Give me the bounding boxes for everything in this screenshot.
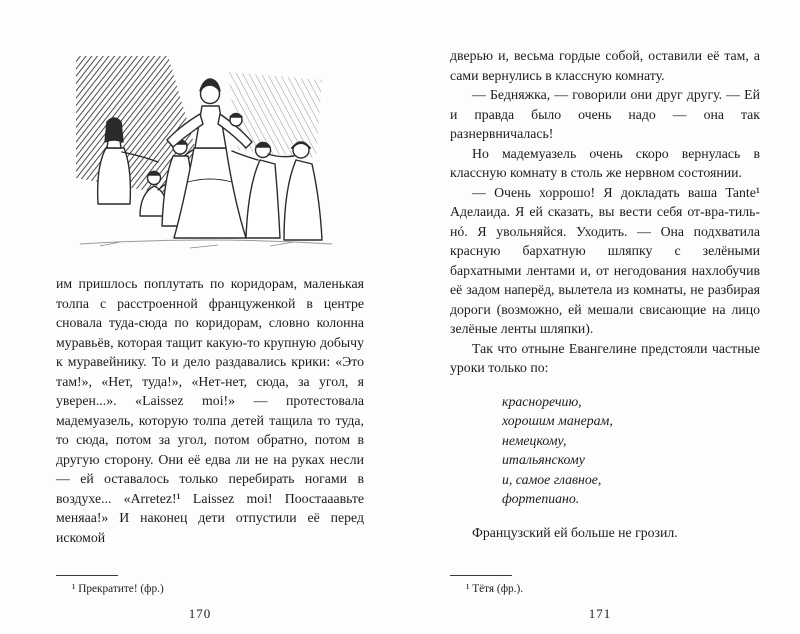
- subjects-list: [502, 392, 760, 509]
- subject-item: красноречию,: [502, 393, 582, 409]
- paragraph: Французский ей больше не грозил.: [472, 524, 678, 540]
- book-illustration: [70, 54, 342, 254]
- subject-item: итальянскому: [502, 452, 585, 467]
- footnote-rule: [56, 575, 118, 576]
- footnote: ¹ Прекратите! (фр.): [72, 583, 164, 595]
- footnote: ¹ Тётя (фр.).: [466, 583, 524, 595]
- subject-item: немецкому,: [502, 432, 567, 448]
- subject-item: и, самое главное,: [502, 471, 602, 487]
- page-number: 171: [588, 606, 612, 621]
- child-figure-peeking: [230, 114, 242, 127]
- paragraph: — Очень хоррошо! Я докладать ваша Tante¹ Аделаида. Я ей сказать, вы вести себя от-вра-тиль-нó. Я увольняйся. Уходить. — Она подхватила красную бархатную шляпку с зелёными бархатными лентами и, от негодования нахлобучив её задом наперёд, вылетела из комнаты, не разбирая дороги (возможно, ей мешали свисающие на лицо зелёные ленты шляпки).: [450, 184, 760, 336]
- footnote-rule: [450, 575, 512, 576]
- paragraph: — Бедняжка, — говорили они друг другу. — Ей и правда было очень надо — она так разнервничалась!: [450, 87, 760, 141]
- subject-item: фортепиано.: [502, 491, 580, 506]
- paragraph: им пришлось поплутать по коридорам, маленькая толпа с расстроенной француженкой в центре сновала туда-сюда по коридорам, словно колонна муравьёв, которая тащит какую-то крупную добычу к муравейнику. То и дело раздавались крики: «Это там!», «Нет, туда!», «Нет-нет, сюда, за угол, я уверен...». «Laissez moi!» — протестовала мадемуазель, которую толпа детей тащила то туда, то сюда, потом за угол, потом обратно, потом в другую сторону. Они её едва ли не на руках несли — ей оставалось только перебирать ногами в воздухе... «Arretez!¹ Laissez moi! Поостааавьте меняаа!» И наконец дети отпустили её перед искомой: [56, 276, 364, 545]
- page-number: 170: [188, 606, 212, 621]
- left-page-text: [56, 274, 364, 547]
- right-footnote-block: [450, 575, 760, 596]
- paragraph: дверью и, весьма гордые собой, оставили её там, а сами вернулись в классную комнату.: [450, 48, 760, 83]
- engraving-children-dragging-governess-icon: [70, 54, 342, 252]
- paragraph: Но мадемуазель очень скоро вернулась в классную комнату в столь же нервном состоянии.: [450, 145, 760, 180]
- page-171: [400, 0, 800, 634]
- right-page-text: [450, 46, 760, 542]
- left-footnote-block: [56, 575, 364, 596]
- paragraph: Так что отныне Евангелине предстояли частные уроки только по:: [450, 340, 760, 375]
- subject-item: хорошим манерам,: [502, 413, 613, 428]
